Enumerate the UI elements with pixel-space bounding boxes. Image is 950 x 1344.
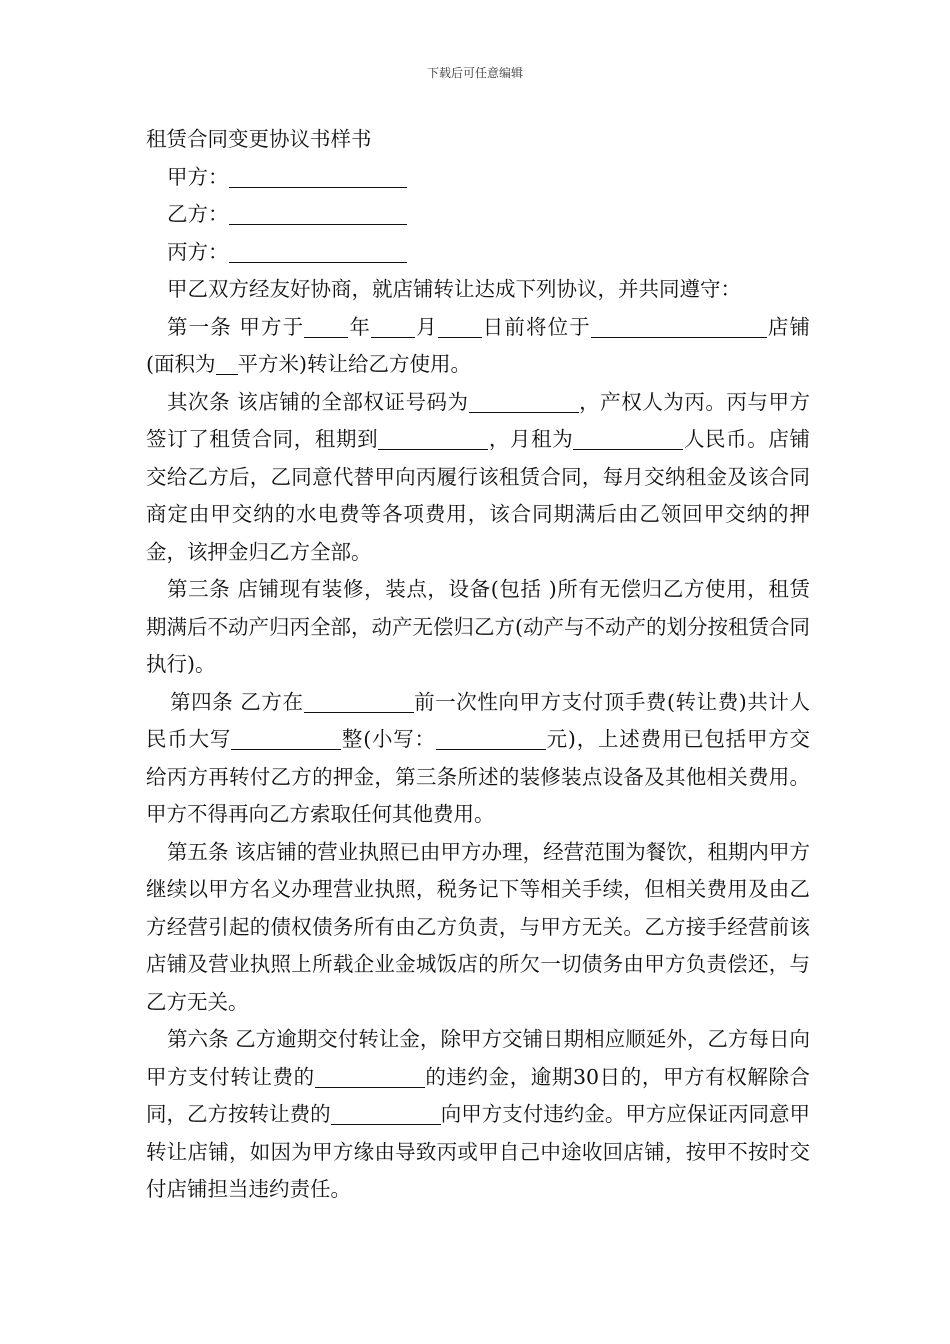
article-2-text: ，月租为 <box>488 427 574 451</box>
lease-term-blank <box>378 425 488 450</box>
contract-body <box>146 121 810 1209</box>
article-4-text: 第四条 乙方在 <box>170 689 304 714</box>
article-1-text: 月 <box>414 314 438 339</box>
party-c-blank <box>229 238 407 263</box>
article-1-text: 店铺(面积为 <box>146 314 811 376</box>
article-6-text: 的违约金，逾期 <box>424 1064 573 1089</box>
month-blank <box>371 313 415 338</box>
amount-uppercase-blank <box>231 725 341 750</box>
party-a-label: 甲方： <box>167 164 229 189</box>
location-blank <box>591 313 767 338</box>
article-2-text: ，产权人为丙。丙与甲方签订了租赁合同，租期到 <box>146 389 811 451</box>
penalty-rate-blank <box>331 1100 441 1125</box>
party-b-label: 乙方： <box>167 202 229 226</box>
article-6-text: 向甲方支付违约金。甲方应保证丙同意甲转让店铺，如因为甲方缘由导致丙或甲自己中途收回店铺，按甲不按时交付店铺担当违约责任。 <box>146 1102 811 1201</box>
party-a-line <box>146 159 810 197</box>
article-2-text: 其次条 该店铺的全部权证号码为 <box>167 389 469 414</box>
article-1-text: 平方米)转让给乙方使用。 <box>237 352 471 376</box>
certificate-number-blank <box>469 388 579 413</box>
article-1-text: 日前将位于 <box>481 314 591 339</box>
party-c-line <box>146 234 810 272</box>
party-c-label: 丙方： <box>167 239 229 264</box>
article-1-text: 第一条 甲方于 <box>167 314 305 339</box>
article-4 <box>146 684 810 834</box>
payment-date-blank <box>304 688 414 713</box>
article-4-text: 整(小写： <box>341 727 436 751</box>
monthly-rent-blank <box>573 425 683 450</box>
article-3: 第三条 店铺现有装修，装点，设备(包括 )所有无偿归乙方使用，租赁期满后不动产归丙全部，动产无偿归乙方(动产与不动产的划分按租赁合同执行)。 <box>146 577 810 676</box>
party-a-blank <box>229 163 407 188</box>
article-6 <box>146 1021 810 1209</box>
article-4-text: 前一次性向甲方支付顶手费(转让费)共计人民币大写 <box>146 689 810 751</box>
party-b-blank <box>229 200 407 225</box>
article-4-text: 元)，上述费用已包括甲方交给丙方再转付乙方的押金，第三条所述的装修装点设备及其他相关费用。甲方不得再向乙方索取任何其他费用。 <box>146 727 811 826</box>
article-5: 第五条 该店铺的营业执照已由甲方办理，经营范围为餐饮，租期内甲方继续以甲方名义办理营业执照，税务记下等相关手续，但相关费用及由乙方经营引起的债权债务所有由乙方负责，与甲方无关。乙方接手经营前该店铺及营业执照上所载企业金城饭店的所欠一切债务由甲方负责偿还，与乙方无关。 <box>146 839 810 1014</box>
document-title: 租赁合同变更协议书样书 <box>146 127 372 151</box>
area-blank <box>216 350 238 375</box>
daily-penalty-rate-blank <box>315 1063 425 1088</box>
article-1 <box>146 309 810 384</box>
article-6-text: 日的，甲方有权解除合同，乙方按转让费的 <box>146 1064 811 1126</box>
day-blank <box>438 313 482 338</box>
article-6-text: 第六条 乙方逾期交付转让金，除甲方交铺日期相应顺延外，乙方每日向甲方支付转让费的 <box>146 1027 810 1089</box>
party-b-line <box>146 196 810 234</box>
overdue-days: 30 <box>573 1064 600 1089</box>
article-1-text: 年 <box>348 314 371 339</box>
amount-lowercase-blank <box>436 725 546 750</box>
year-blank <box>304 313 348 338</box>
article-2 <box>146 384 810 572</box>
intro-paragraph: 甲乙双方经友好协商，就店铺转让达成下列协议，并共同遵守： <box>167 277 741 301</box>
page-header-note: 下载后可任意编辑 <box>426 66 523 80</box>
article-2-text: 人民币。店铺交给乙方后，乙同意代替甲向丙履行该租赁合同，每月交纳租金及该合同商定由甲交纳的水电费等各项费用，该合同期满后由乙领回甲交纳的押金，该押金归乙方全部。 <box>146 427 811 564</box>
